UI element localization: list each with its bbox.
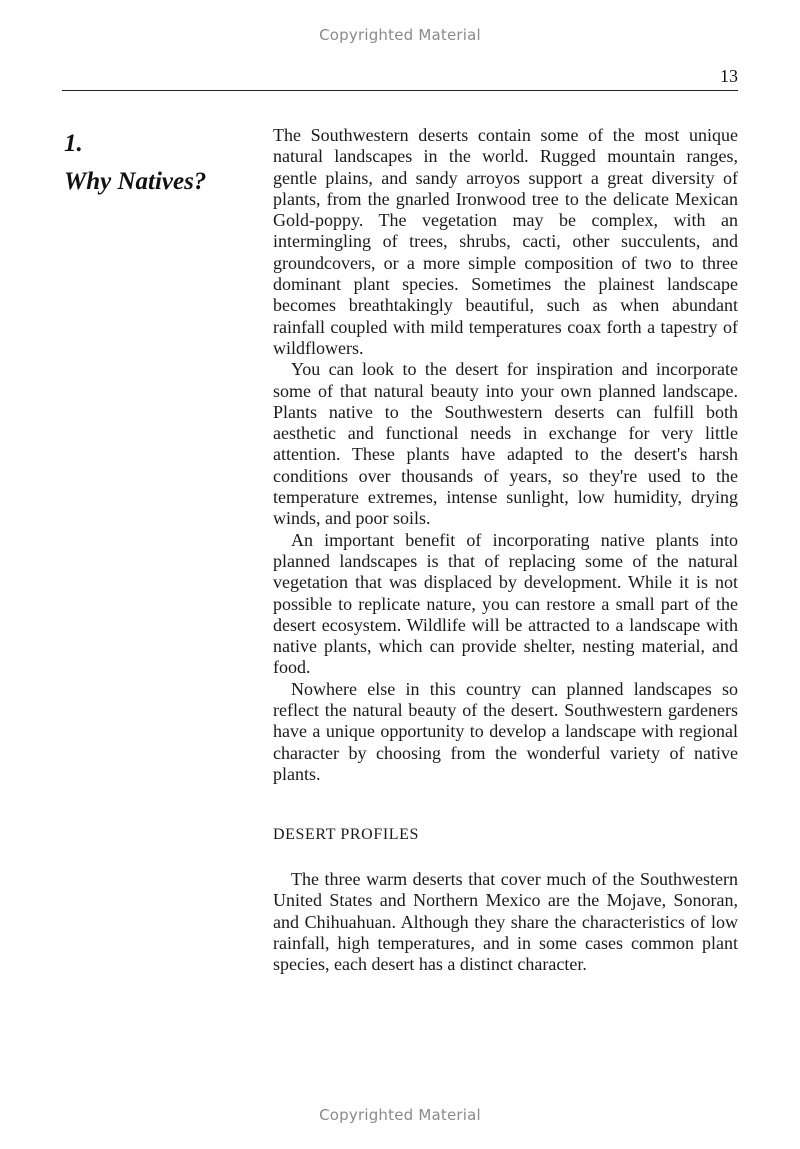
- page-number: 13: [720, 66, 738, 86]
- header-rule: [62, 90, 738, 91]
- paragraph: The Southwestern deserts contain some of the most unique natural landscapes in the world. Rugged mountain ranges, gentle plains, and sandy arroyos support a great diversity of plants, from the gnarled Ironwood tree to the delicate Mexican Gold-poppy. The vegetation may be complex, with an intermingling of trees, shrubs, cacti, other succulents, and groundcovers, or a more simple composition of two to three dominant plant species. Sometimes the plainest landscape becomes breathtakingly beautiful, such as when abundant rainfall coupled with mild temperatures coax forth a tapestry of wildflowers.: [273, 125, 738, 358]
- section-text: [273, 869, 738, 975]
- copyright-notice-top: Copyrighted Material: [319, 26, 481, 44]
- section-heading: DESERT PROFILES: [273, 826, 419, 843]
- paragraph: Nowhere else in this country can planned landscapes so reflect the natural beauty of the desert. Southwestern gardeners have a unique opportunity to develop a landscape with regional character by choosing from the wonderful variety of native plants.: [273, 678, 738, 784]
- chapter-number: 1.: [64, 130, 83, 157]
- copyright-notice-bottom: Copyrighted Material: [319, 1106, 481, 1124]
- paragraph: The three warm deserts that cover much of the Southwestern United States and Northern Mexico are the Mojave, Sonoran, and Chihuahuan. Although they share the characteristics of low rainfall, high temperatures, and in some cases common plant species, each desert has a distinct character.: [273, 869, 738, 975]
- chapter-heading: [64, 125, 254, 201]
- paragraph: You can look to the desert for inspiration and incorporate some of that natural beauty into your own planned landscape. Plants native to the Southwestern deserts can fulfill both aesthetic and functional needs in exchange for very little attention. These plants have adapted to the desert's harsh conditions over thousands of years, so they're used to the temperature extremes, intense sunlight, low humidity, drying winds, and poor soils.: [273, 359, 738, 529]
- chapter-title: Why Natives?: [64, 168, 207, 195]
- paragraph: An important benefit of incorporating native plants into planned landscapes is that of replacing some of the natural vegetation that was displaced by development. While it is not possible to replicate nature, you can restore a small part of the desert ecosystem. Wildlife will be attracted to a landscape with native plants, which can provide shelter, nesting material, and food.: [273, 529, 738, 678]
- body-text: [273, 125, 738, 785]
